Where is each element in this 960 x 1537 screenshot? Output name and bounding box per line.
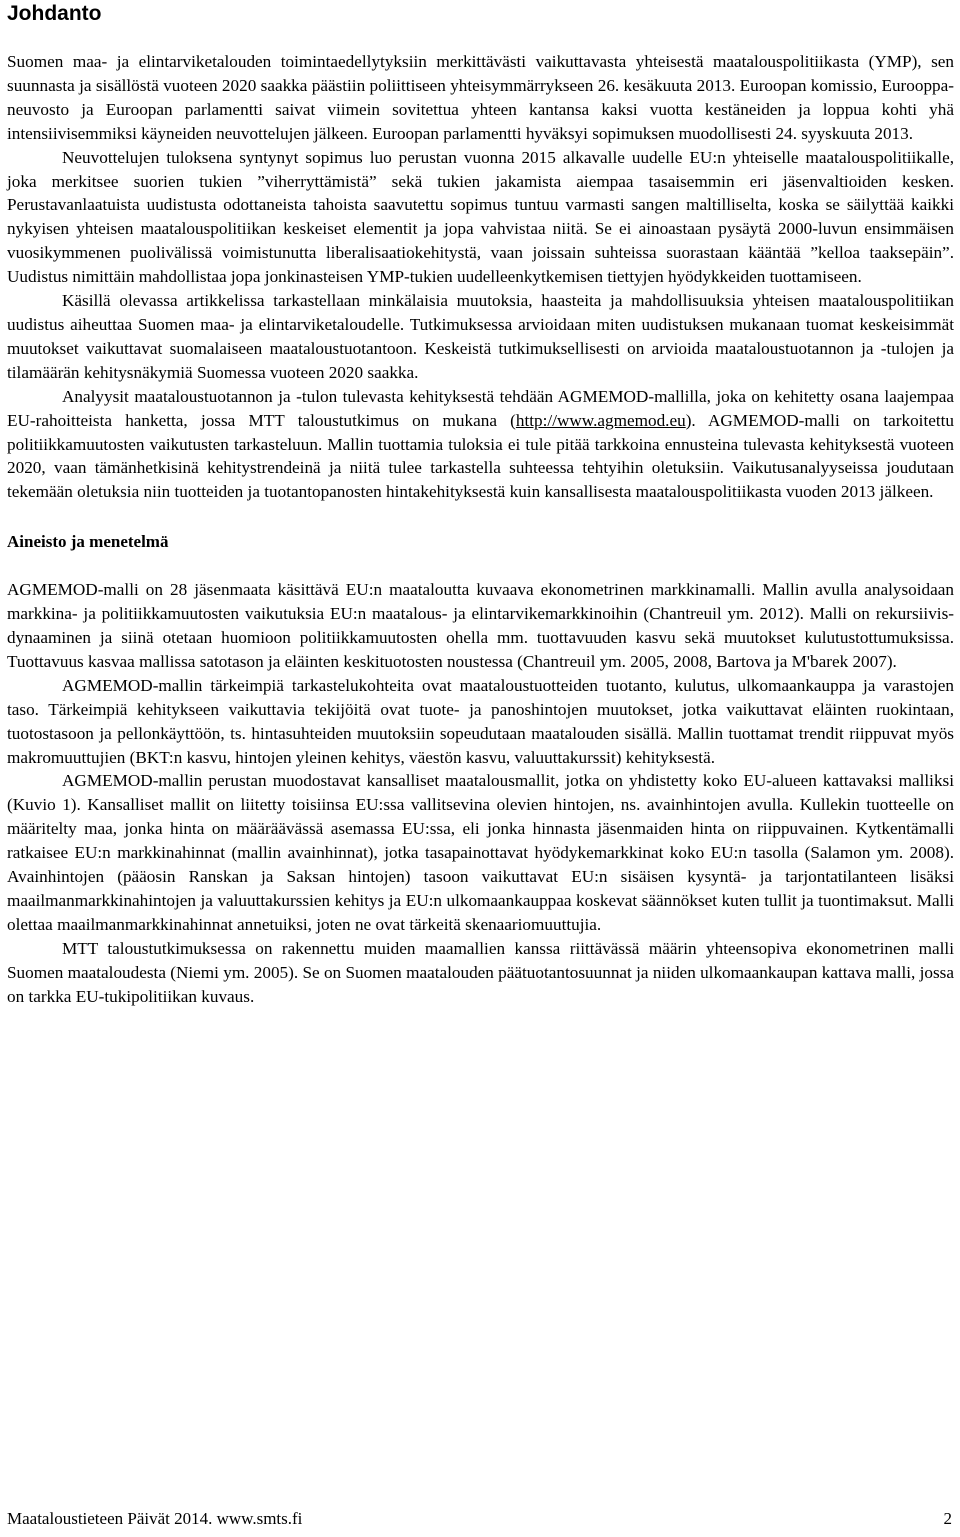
paragraph-text: Analyysit maataloustuotannon ja -tulon tulevasta kehityksestä tehdään AGMEMOD-mallilla, joka on kehitetty osana laajempaa EU-rahoitteista hanketta, jossa MTT taloustutkimus on mukana ( — [7, 386, 954, 430]
section-introduction — [7, 0, 954, 504]
section-materials-methods — [7, 504, 954, 1008]
paragraph: Suomen maa- ja elintarviketalouden toimintaedellytyksiin merkittävästi vaikuttavasta yhteisestä maatalouspolitiikasta (YMP), sen suunnasta ja sisällöstä vuoteen 2020 saakka päästiin poliittiseen yhteisymmärrykseen 26. kesäkuuta 2013. Euroopan komissio, Eurooppa-neuvosto ja Euroopan parlamentti saivat viimein sovitettua yhteen kantansa kaksi vuotta kestäneiden ja loppua kohti yhä intensiivisemmiksi käyneiden neuvottelujen jälkeen. Euroopan parlamentti hyväksyi sopimuksen muodollisesti 24. syyskuuta 2013. — [7, 52, 954, 143]
paragraph: AGMEMOD-mallin tärkeimpiä tarkastelukohteita ovat maataloustuotteiden tuotanto, kulutus, ulkomaankauppa ja varastojen taso. Tärkeimpiä kehitykseen vaikuttavia tekijöitä ovat tuote- ja panoshintojen muutokset, jotka vaikuttavat eläinten ruokintaan, tuotostasoon ja pellonkäyttöön, ts. hintasuhteiden muutoksiin sopeudutaan maatalouden sisällä. Mallin tuottamat trendit riippuvat myös makromuuttujien (BKT:n kasvu, hintojen yleinen kehitys, väestön kasvu, valuuttakurssit) kehityksestä. — [7, 675, 954, 767]
document-page — [7, 0, 954, 1009]
paragraph-with-link — [7, 385, 954, 505]
paragraph-text: ). AGMEMOD-malli on tarkoitettu politiikkamuutosten vaikutusten tarkasteluun. Mallin tuottamia tuloksia ei tule pitää tarkkoina ennusteina tulevasta kehityksestä vuoteen 2020, vaan tämänhetkisinä kehitystrendeinä ja niitä tulee tarkastella suhteessa tehtyihin oletuksiin. Vaikutusanalyyseissa joudutaan tekemään oletuksia niin tuotteiden ja tuotantopanosten hintakehityksestä kuin kansallisesta maatalouspolitiikasta vuoden 2013 jälkeen. — [7, 410, 954, 502]
paragraph: MTT taloustutkimuksessa on rakennettu muiden maamallien kanssa riittävässä määrin yhteensopiva ekonometrinen malli Suomen maataloudesta (Niemi ym. 2005). Se on Suomen maatalouden päätuotantosuunnat ja niiden ulkomaankaupan kattava malli, jossa on tarkka EU-tukipolitiikan kuvaus. — [7, 938, 954, 1006]
agmemod-link[interactable]: http://www.agmemod.eu — [515, 410, 686, 430]
footer-text: Maataloustieteen Päivät 2014. www.smts.fi — [7, 1509, 303, 1528]
page-footer — [7, 1508, 952, 1530]
paragraph: AGMEMOD-malli on 28 jäsenmaata käsittävä EU:n maataloutta kuvaava ekonometrinen markkinamalli. Mallin avulla analysoidaan markkina- ja politiikkamuutosten vaikutuksia EU:n maatalous- ja elintarvikemarkkinoihin (Chantreuil ym. 2012). Malli on rekursiivis-dynaaminen ja siinä otetaan huomioon politiikkamuutosten ohella mm. tuottavuuden kasvu sekä muutokset kulutustottumuksissa. Tuottavuus kasvaa mallissa satotason ja eläinten keskituotosten noustessa (Chantreuil ym. 2005, 2008, Bartova ja M'barek 2007). — [7, 580, 954, 671]
paragraph: Käsillä olevassa artikkelissa tarkastellaan minkälaisia muutoksia, haasteita ja mahdollisuuksia yhteisen maatalouspolitiikan uudistus aiheuttaa Suomen maa- ja elintarviketaloudelle. Tutkimuksessa arvioidaan miten uudistuksen mukanaan tuomat keskeisimmät muutokset vaikuttavat suomalaiseen maataloustuotantoon. Keskeistä tutkimuksellisesti on arvioida maataloustuotannon ja -tulojen ja tilamäärän kehitysnäkymiä Suomessa vuoteen 2020 saakka. — [7, 291, 954, 382]
paragraph: Neuvottelujen tuloksena syntynyt sopimus luo perustan vuonna 2015 alkavalle uudelle EU:n yhteiselle maatalouspolitiikalle, joka merkitsee suorien tukien ”viherryttämistä” sekä tukien jakamista aiempaa tasaisemmin eri jäsenvaltioiden kesken. Perustavanlaatuista uudistusta odottaneista tahoista saavutettu sopimus tuntuu varmasti sangen maltilliselta, koska se säilyttää kaikki nykyisen yhteisen maatalouspolitiikan keskeiset elementit ja jopa vahvistaa niitä. Se ei ainoastaan pysäytä 2000-luvun ensimmäisen vuosikymmenen puolivälissä voimistunutta liberalisaatiokehitystä, vaan joissain suhteissa suorastaan kääntää ”kelloa taaksepäin”. Uudistus nimittäin mahdollistaa jopa jonkinasteisen YMP-tukien uudelleenkytkemisen tiettyjen hyödykkeiden tuottamiseen. — [7, 147, 954, 287]
section-title-materials-methods: Aineisto ja menetelmä — [7, 532, 169, 552]
paragraph: AGMEMOD-mallin perustan muodostavat kansalliset maatalousmallit, jotka on yhdistetty koko EU-alueen kattavaksi malliksi (Kuvio 1). Kansalliset mallit on liitetty toisiinsa EU:ssa vallitsevina olevien hintojen, ns. avainhintojen avulla. Kullekin tuotteelle on määritelty maa, jonka hinta on määräävässä asemassa EU:ssa, eli jonka hinnasta jäsenmaiden hinta on riippuvainen. Kytkentämalli ratkaisee EU:n markkinahinnat (mallin avainhinnat), jotka tasapainottavat hyödykemarkkinat koko EU:n tasolla (Salamon ym. 2008). Avainhintojen (pääosin Ranskan ja Saksan hintojen) tasoon vaikuttavat EU:n sisäisen kysyntä- ja tarjontatilanteen lisäksi maailmanmarkkinahintojen ja valuuttakurssien kehitys ja EU:n ulkomaankauppaa koskevat säännökset kuten tullit ja tuontimaksut. Malli olettaa maailmanmarkkinahinnat annetuiksi, joten ne ovat tärkeitä skenaariomuuttujia. — [7, 771, 954, 934]
page-number: 2 — [943, 1509, 952, 1528]
section-title-introduction: Johdanto — [7, 2, 102, 25]
